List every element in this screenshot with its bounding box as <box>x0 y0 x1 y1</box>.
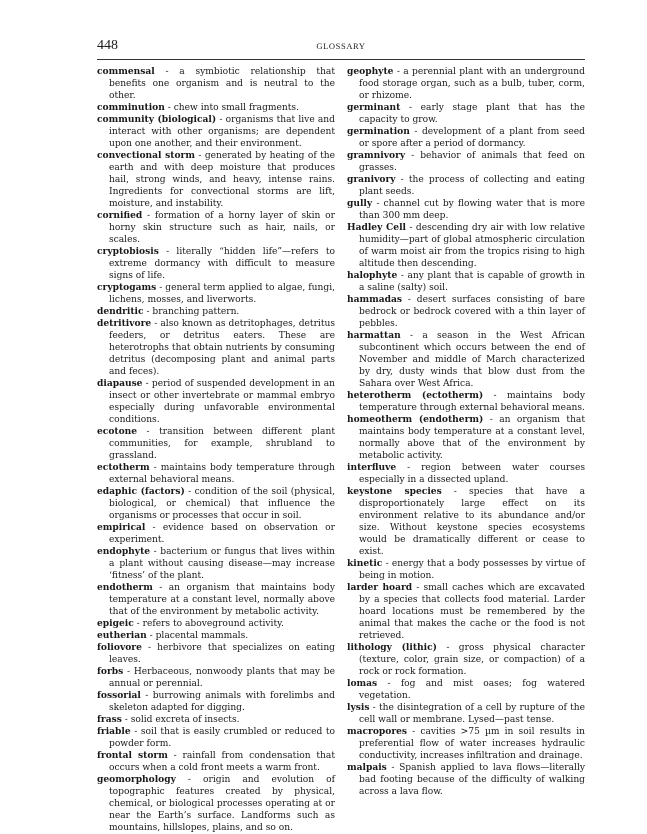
glossary-definition: transition between different plant communities, for example, shrubland to grassland. <box>109 427 335 461</box>
glossary-entry: keystone species - species that have a disproportionately large effect on its environment relative to its abundance and/or size. Without keystone species ecosystems would be dramatically different or cease to exist. <box>347 486 586 557</box>
glossary-entry: detritivore - also known as detritophages, detritus feeders, or detritus eaters. These are heterotrophs that obtain nutrients by consuming detritus (decomposing plant and animal parts and feces). <box>97 318 336 377</box>
glossary-term: heterotherm (ectotherm) <box>347 390 484 401</box>
glossary-entry: germination - development of a plant from seed or spore after a period of dormancy. <box>347 126 585 149</box>
glossary-term: gramnivory <box>347 150 406 161</box>
glossary-column-left <box>97 66 335 834</box>
glossary-definition: an organism that maintains body temperature at a constant level, normally above that of the environment by metabolic activity. <box>109 583 336 617</box>
glossary-entry: gramnivory - behavior of animals that feed on grasses. <box>347 150 585 173</box>
glossary-term: lysis <box>347 702 370 713</box>
glossary-term: gully <box>347 198 373 209</box>
glossary-definition: Spanish applied to lava flows—literally bad footing because of the difficulty of walking across a lava flow. <box>359 763 585 797</box>
glossary-term: interfluve <box>347 462 397 473</box>
glossary-entry: larder hoard - small caches which are excavated by a species that collects food material. Larder hoard locations must be remembered by the animal that makes the cache or the food is not retrieved. <box>347 582 585 641</box>
glossary-term: foliovore <box>97 642 142 653</box>
glossary-entry: macropores - cavities >75 µm in soil results in preferential flow of water increases hydraulic conductivity, increases infiltration and drainage. <box>347 726 585 761</box>
glossary-term: ectotherm <box>97 462 150 473</box>
glossary-term: frass <box>97 714 122 725</box>
glossary-entry: empirical - evidence based on observation or experiment. <box>97 522 335 545</box>
glossary-term: detritivore <box>97 318 152 329</box>
glossary-entry: cryptobiosis - literally “hidden life”—refers to extreme dormancy with difficult to measure signs of life. <box>97 246 335 281</box>
glossary-term: homeotherm (endotherm) <box>347 414 484 425</box>
glossary-definition: a symbiotic relationship that benefits one organism and is neutral to the other. <box>109 67 335 101</box>
glossary-term: halophyte <box>347 270 398 281</box>
running-head: GLOSSARY <box>316 41 366 51</box>
glossary-term: harmattan <box>347 330 401 341</box>
glossary-definition: an organism that maintains body temperature at a constant level, normally above that of the environment by metabolic activity. <box>359 415 586 461</box>
glossary-definition: solid excreta of insects. <box>130 715 240 725</box>
glossary-entry: lysis - the disintegration of a cell by rupture of the cell wall or membrane. Lysed—past tense. <box>347 702 585 725</box>
glossary-entry: edaphic (factors) - condition of the soil (physical, biological, or chemical) that influence the organisms or processes that occur in soil. <box>97 486 335 521</box>
glossary-term: larder hoard <box>347 582 413 593</box>
glossary-definition: behavior of animals that feed on grasses. <box>359 151 585 173</box>
glossary-definition: formation of a horny layer of skin or horny skin structure such as hair, nails, or scales. <box>109 211 335 245</box>
glossary-term: epigeic <box>97 618 134 629</box>
glossary-term: community (biological) <box>97 114 217 125</box>
glossary-entry: geophyte - a perennial plant with an underground food storage organ, such as a bulb, tuber, corm, or rhizome. <box>347 66 585 101</box>
glossary-entry: interfluve - region between water courses especially in a dissected upland. <box>347 462 585 485</box>
glossary-entry: homeotherm (endotherm) - an organism that maintains body temperature at a constant level, normally above that of the environment by metabolic activity. <box>347 414 586 461</box>
glossary-term: endotherm <box>97 582 153 593</box>
glossary-term: endophyte <box>97 546 151 557</box>
glossary-entry: frass - solid excreta of insects. <box>97 714 240 725</box>
glossary-entry: fossorial - burrowing animals with forelimbs and skeleton adapted for digging. <box>97 690 335 713</box>
glossary-term: granivory <box>347 174 396 185</box>
glossary-entry: endophyte - bacterium or fungus that lives within a plant without causing disease—may increase ‘fitness’ of the plant. <box>97 546 335 581</box>
glossary-term: geophyte <box>347 66 394 77</box>
page-header <box>97 37 585 60</box>
glossary-term: kinetic <box>347 558 383 569</box>
glossary-term: hammadas <box>347 294 403 305</box>
glossary-definition: region between water courses especially in a dissected upland. <box>359 463 585 485</box>
glossary-term: fossorial <box>97 690 141 701</box>
glossary-entry: friable - soil that is easily crumbled or reduced to powder form. <box>97 726 335 749</box>
glossary-definition: the process of collecting and eating plant seeds. <box>359 175 585 197</box>
glossary-term: Hadley Cell <box>347 222 406 233</box>
glossary-definition: early stage plant that has the capacity to grow. <box>359 103 585 125</box>
glossary-entry: harmattan - a season in the West African subcontinent which occurs between the end of November and middle of March characterized by dry, dusty winds that blow dust from the Sahara over West Africa. <box>347 330 585 389</box>
glossary-entry: lithology (lithic) - gross physical character (texture, color, grain size, or compaction) of a rock or rock formation. <box>347 642 585 677</box>
glossary-entry: kinetic - energy that a body possesses by virtue of being in motion. <box>347 558 585 581</box>
glossary-entry: endotherm - an organism that maintains body temperature at a constant level, normally above that of the environment by metabolic activity. <box>97 582 336 617</box>
glossary-definition: branching pattern. <box>152 307 240 317</box>
page-number: 448 <box>97 38 118 53</box>
glossary-definition: energy that a body possesses by virtue of being in motion. <box>359 559 585 581</box>
glossary-term: friable <box>97 726 131 737</box>
glossary-definition: evidence based on observation or experiment. <box>109 523 335 545</box>
glossary-term: dendritic <box>97 306 144 317</box>
glossary-term: cryptogams <box>97 282 157 293</box>
glossary-definition: bacterium or fungus that lives within a plant without causing disease—may increase ‘fitness’ of the plant. <box>109 547 335 581</box>
glossary-entry: convectional storm - generated by heating of the earth and with deep moisture that produces hail, strong winds, and heavy, intense rains. Ingredients for convectional storms are lift, moisture, and instability. <box>97 150 335 209</box>
glossary-definition: gross physical character (texture, color, grain size, or compaction) of a rock or rock formation. <box>359 643 585 677</box>
glossary-definition: soil that is easily crumbled or reduced to powder form. <box>109 727 335 749</box>
glossary-entry: geomorphology - origin and evolution of topographic features created by physical, chemical, or biological processes operating at or near the Earth’s surface. Landforms such as mountains, hillslopes, plains, and so on. <box>97 774 335 833</box>
glossary-entry: lomas - fog and mist oases; fog watered vegetation. <box>347 678 585 701</box>
glossary-entry: frontal storm - rainfall from condensation that occurs when a cold front meets a warm front. <box>97 750 335 773</box>
glossary-term: comminution <box>97 102 165 113</box>
glossary-definition: literally “hidden life”—refers to extreme dormancy with difficult to measure signs of life. <box>109 247 335 281</box>
glossary-term: germination <box>347 126 410 137</box>
glossary-entry: community (biological) - organisms that live and interact with other organisms; are dependent upon one another, and their environment. <box>97 114 335 149</box>
glossary-term: macropores <box>347 726 408 737</box>
glossary-entry: epigeic - refers to aboveground activity. <box>97 618 284 629</box>
glossary-definition: small caches which are excavated by a species that collects food material. Larder hoard locations must be remembered by the animal that makes the cache or the food is not retrieved. <box>359 583 585 641</box>
glossary-definition: generated by heating of the earth and with deep moisture that produces hail, strong winds, and heavy, intense rains. Ingredients for convectional storms are lift, moisture, and instability. <box>109 151 335 209</box>
glossary-definition: maintains body temperature through external behavioral means. <box>359 391 586 413</box>
glossary-entry: dendritic - branching pattern. <box>97 306 240 317</box>
glossary-definition: development of a plant from seed or spore after a period of dormancy. <box>359 127 585 149</box>
glossary-definition: a perennial plant with an underground food storage organ, such as a bulb, tuber, corm, or rhizome. <box>359 67 585 101</box>
glossary-term: germinant <box>347 102 401 113</box>
glossary-term: empirical <box>97 522 146 533</box>
glossary-entry: eutherian - placental mammals. <box>97 630 249 641</box>
glossary-entry: comminution - chew into small fragments. <box>97 102 299 113</box>
glossary-term: cryptobiosis <box>97 246 159 257</box>
glossary-term: cornified <box>97 210 143 221</box>
glossary-definition: the disintegration of a cell by rupture of the cell wall or membrane. Lysed—past tense. <box>359 703 585 725</box>
glossary-term: lithology (lithic) <box>347 642 437 653</box>
glossary-definition: rainfall from condensation that occurs when a cold front meets a warm front. <box>109 751 335 773</box>
glossary-term: eutherian <box>97 630 147 641</box>
glossary-definition: Herbaceous, nonwoody plants that may be annual or perennial. <box>109 667 336 689</box>
glossary-entry: granivory - the process of collecting and eating plant seeds. <box>347 174 585 197</box>
glossary-entry: forbs - Herbaceous, nonwoody plants that may be annual or perennial. <box>97 666 336 689</box>
glossary-entry: malpais - Spanish applied to lava flows—literally bad footing because of the difficulty of walking across a lava flow. <box>347 762 585 797</box>
glossary-entry: ecotone - transition between different plant communities, for example, shrubland to grassland. <box>97 426 335 461</box>
glossary-definition: descending dry air with low relative humidity—part of global atmospheric circulation of warm moist air from the tropics rising to high altitude then descending. <box>359 223 585 269</box>
glossary-term: geomorphology <box>97 774 176 785</box>
glossary-definition: origin and evolution of topographic features created by physical, chemical, or biological processes operating at or near the Earth’s surface. Landforms such as mountains, hillslopes, plains, and so on. <box>109 775 335 833</box>
glossary-entry: halophyte - any plant that is capable of growth in a saline (salty) soil. <box>347 270 585 293</box>
glossary-definition: general term applied to algae, fungi, lichens, mosses, and liverworts. <box>109 283 335 305</box>
glossary-definition: also known as detritophages, detritus feeders, or detritus eaters. These are heterotrophs that obtain nutrients by consuming detritus (decomposing plant and animal parts and feces). <box>109 319 336 377</box>
glossary-entry: germinant - early stage plant that has the capacity to grow. <box>347 102 585 125</box>
glossary-entry: diapause - period of suspended development in an insect or other invertebrate or mammal embryo especially during unfavorable environmental conditions. <box>97 378 336 425</box>
glossary-definition: channel cut by flowing water that is more than 300 mm deep. <box>359 199 585 221</box>
glossary-definition: chew into small fragments. <box>173 103 299 113</box>
glossary-definition: desert surfaces consisting of bare bedrock or bedrock covered with a thin layer of pebbles. <box>359 295 585 329</box>
glossary-definition: fog and mist oases; fog watered vegetation. <box>359 679 585 701</box>
glossary-term: convectional storm <box>97 150 195 161</box>
glossary-definition: any plant that is capable of growth in a saline (salty) soil. <box>359 271 585 293</box>
glossary-term: keystone species <box>347 486 442 497</box>
glossary-entry: ectotherm - maintains body temperature through external behavioral means. <box>97 462 335 485</box>
glossary-entry: heterotherm (ectotherm) - maintains body temperature through external behavioral means. <box>347 390 586 413</box>
glossary-definition: maintains body temperature through external behavioral means. <box>109 463 335 485</box>
glossary-definition: a season in the West African subcontinent which occurs between the end of November and middle of March characterized by dry, dusty winds that blow dust from the Sahara over West Africa. <box>359 331 585 389</box>
glossary-definition: placental mammals. <box>155 631 249 641</box>
glossary-term: ecotone <box>97 426 138 437</box>
glossary-column-right <box>347 66 585 798</box>
glossary-entry: cornified - formation of a horny layer of skin or horny skin structure such as hair, nails, or scales. <box>97 210 335 245</box>
glossary-entry: commensal - a symbiotic relationship that benefits one organism and is neutral to the other. <box>97 66 335 101</box>
glossary-entry: gully - channel cut by flowing water that is more than 300 mm deep. <box>347 198 585 221</box>
glossary-definition: herbivore that specializes on eating leaves. <box>109 643 335 665</box>
glossary-term: commensal <box>97 66 155 77</box>
glossary-entry: Hadley Cell - descending dry air with low relative humidity—part of global atmospheric circulation of warm moist air from the tropics rising to high altitude then descending. <box>347 222 585 269</box>
glossary-definition: period of suspended development in an insect or other invertebrate or mammal embryo especially during unfavorable environmental conditions. <box>109 379 336 425</box>
glossary-definition: refers to aboveground activity. <box>142 619 284 629</box>
glossary-definition: species that have a disproportionately large effect on its environment relative to its abundance and/or size. Without keystone species ecosystems would be dramatically different or cease to exist. <box>359 487 586 557</box>
glossary-definition: organisms that live and interact with other organisms; are dependent upon one another, and their environment. <box>109 115 335 149</box>
glossary-term: edaphic (factors) <box>97 486 185 497</box>
glossary-term: frontal storm <box>97 750 168 761</box>
glossary-definition: condition of the soil (physical, biological, or chemical) that influence the organisms or processes that occur in soil. <box>109 487 335 521</box>
glossary-entry: foliovore - herbivore that specializes on eating leaves. <box>97 642 335 665</box>
glossary-definition: cavities >75 µm in soil results in preferential flow of water increases hydraulic conductivity, increases infiltration and drainage. <box>359 727 585 761</box>
glossary-term: lomas <box>347 678 378 689</box>
glossary-term: malpais <box>347 762 387 773</box>
glossary-definition: burrowing animals with forelimbs and skeleton adapted for digging. <box>109 691 335 713</box>
glossary-term: diapause <box>97 378 143 389</box>
glossary-entry: hammadas - desert surfaces consisting of bare bedrock or bedrock covered with a thin layer of pebbles. <box>347 294 585 329</box>
glossary-entry: cryptogams - general term applied to algae, fungi, lichens, mosses, and liverworts. <box>97 282 335 305</box>
glossary-term: forbs <box>97 666 124 677</box>
